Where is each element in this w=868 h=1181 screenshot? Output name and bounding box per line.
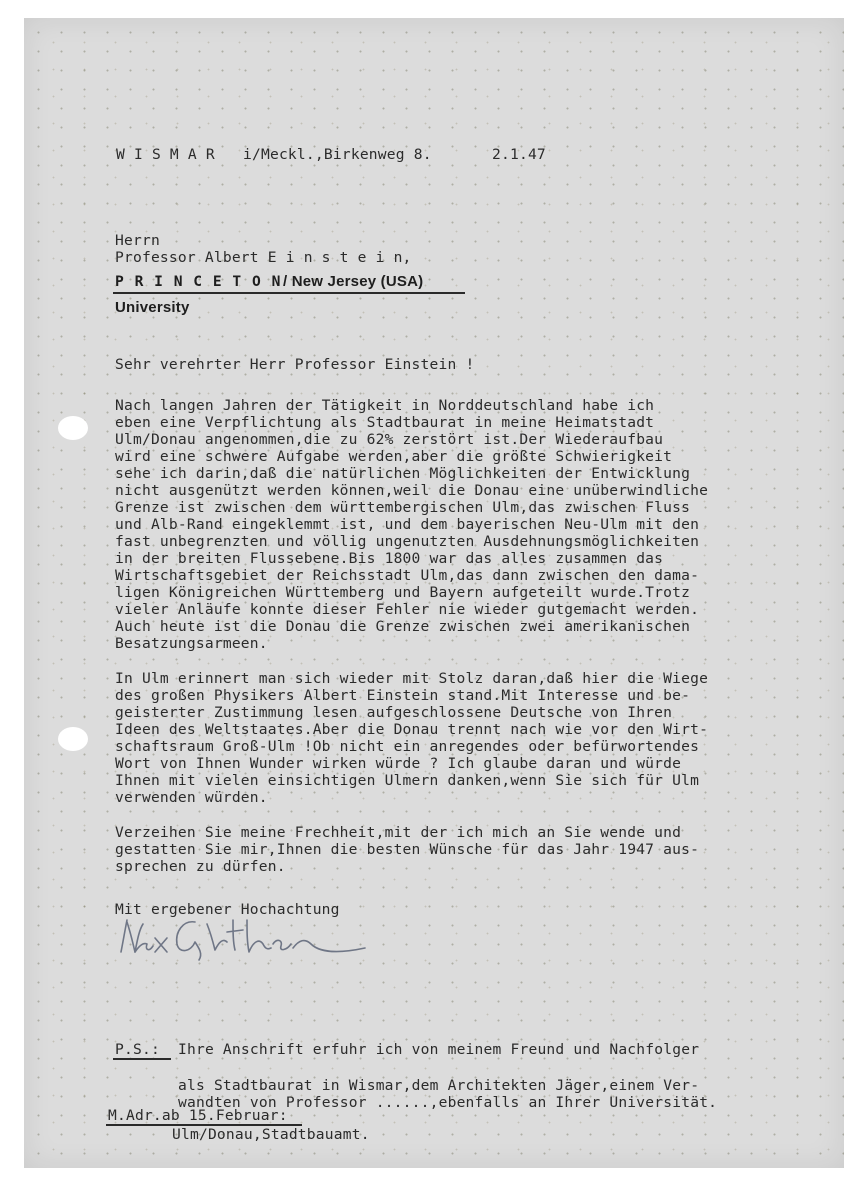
paragraph-line: in der breiten Flussebene.Bis 1800 war das alles zusammen das xyxy=(115,550,664,567)
paragraph-line: sprechen zu dürfen. xyxy=(115,858,286,875)
paragraph-line: vieler Anläufe konnte dieser Fehler nie wieder gutgemacht werden. xyxy=(115,601,700,618)
paragraph-line: ligen Königreichen Württemberg und Bayern aufgeteilt wurde.Trotz xyxy=(115,584,691,601)
postscript-line: als Stadtbaurat in Wismar,dem Architekten Jäger,einem Ver- xyxy=(178,1077,700,1094)
recipient-salutation: Herrn xyxy=(115,232,160,249)
postscript-label: P.S.: xyxy=(115,1041,160,1058)
paragraph-line: Ideen des Weltstaates.Aber die Donau trennt nach wie vor den Wirt- xyxy=(115,721,709,738)
paragraph-line: verwenden würden. xyxy=(115,789,268,806)
letterhead-address: i/Meckl.,Birkenweg 8. xyxy=(243,146,432,163)
paragraph-line: gestatten Sie mir,Ihnen die besten Wünsche für das Jahr 1947 aus- xyxy=(115,841,700,858)
postscript-line: wandten von Professor ......,ebenfalls an Ihrer Universität. xyxy=(178,1094,718,1111)
paragraph-line: schaftsraum Groß-Ulm !Ob nicht ein anregendes oder befürwortendes xyxy=(115,738,700,755)
paragraph-line: Ulm/Donau angenommen,die zu 62% zerstört ist.Der Wiederaufbau xyxy=(115,431,664,448)
recipient-underline xyxy=(113,292,465,294)
paragraph-line: Nach langen Jahren der Tätigkeit in Norddeutschland habe ich xyxy=(115,397,655,414)
recipient-city: P R I N C E T O N xyxy=(115,273,282,290)
letterhead-place: W I S M A R xyxy=(116,146,215,163)
paragraph-line: Besatzungsarmeen. xyxy=(115,635,268,652)
paragraph-line: Verzeihen Sie meine Frechheit,mit der ich mich an Sie wende und xyxy=(115,824,682,841)
paragraph-line: fast unbegrenzten und völlig ungenutzten Ausdehnungsmöglichkeiten xyxy=(115,533,700,550)
letter-salutation: Sehr verehrter Herr Professor Einstein ! xyxy=(115,356,475,373)
punch-hole xyxy=(58,727,88,751)
paragraph-line: sehe ich darin,daß die natürlichen Möglichkeiten der Entwicklung xyxy=(115,465,691,482)
paragraph-line: Ihnen mit vielen einsichtigen Ulmern danken,wenn Sie sich für Ulm xyxy=(115,772,700,789)
paragraph-line: In Ulm erinnert man sich wieder mit Stolz daran,daß hier die Wiege xyxy=(115,670,709,687)
forwarding-address: Ulm/Donau,Stadtbauamt. xyxy=(172,1126,370,1143)
letter-closing: Mit ergebener Hochachtung xyxy=(115,901,340,918)
paragraph-line: und Alb-Rand eingeklemmt ist, und dem bayerischen Neu-Ulm mit den xyxy=(115,516,700,533)
forwarding-label: M.Adr.ab 15.Februar: xyxy=(108,1107,288,1124)
postscript-line: Ihre Anschrift erfuhr ich von meinem Freund und Nachfolger xyxy=(178,1041,700,1058)
letter-date: 2.1.47 xyxy=(492,146,546,163)
paragraph-line: Wort von Ihnen Wunder wirken würde ? Ich glaube daran und würde xyxy=(115,755,682,772)
postscript-underline xyxy=(113,1058,171,1060)
punch-hole xyxy=(58,416,88,440)
paragraph-line: des großen Physikers Albert Einstein stand.Mit Interesse und be- xyxy=(115,687,691,704)
recipient-university: University xyxy=(115,299,190,316)
paragraph-line: nicht ausgenützt werden können,weil die Donau eine unüberwindliche xyxy=(115,482,709,499)
paragraph-line: eben eine Verpflichtung als Stadtbaurat in meine Heimatstadt xyxy=(115,414,655,431)
paragraph-line: Wirtschaftsgebiet der Reichsstadt Ulm,das dann zwischen den dama- xyxy=(115,567,700,584)
paragraph-line: Auch heute ist die Donau die Grenze zwischen zwei amerikanischen xyxy=(115,618,691,635)
handwritten-signature xyxy=(115,908,395,968)
paragraph-line: geisterter Zustimmung lesen aufgeschlossene Deutsche von Ihren xyxy=(115,704,673,721)
paragraph-line: Grenze ist zwischen dem württembergischen Ulm,das zwischen Fluss xyxy=(115,499,691,516)
recipient-state: / New Jersey (USA) xyxy=(283,273,424,290)
recipient-name: Professor Albert E i n s t e i n, xyxy=(115,249,412,266)
paragraph-line: wird eine schwere Aufgabe werden,aber die größte Schwierigkeit xyxy=(115,448,673,465)
